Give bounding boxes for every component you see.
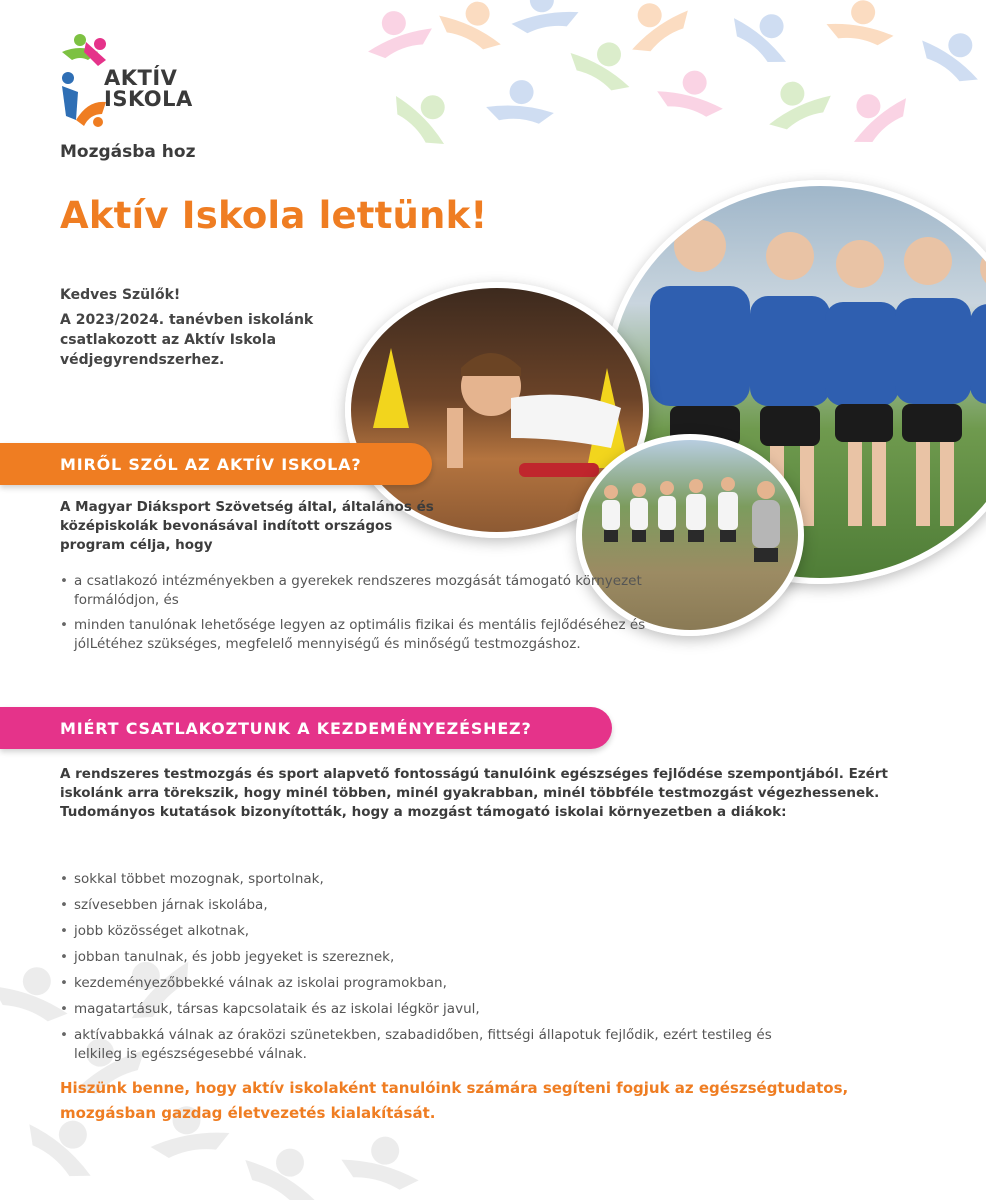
logo-text-line2: ISKOLA (104, 87, 193, 111)
section-heading-why-joined-text: MIÉRT CSATLAKOZTUNK A KEZDEMÉNYEZÉSHEZ? (60, 718, 532, 738)
section1-bullet-list (60, 572, 680, 660)
greeting: Kedves Szülők! (60, 287, 181, 303)
list-item: • a csatlakozó intézményekben a gyerekek rendszeres mozgását támogató környezet formálódjon, és (60, 572, 680, 610)
closing-statement: Hiszünk benne, hogy aktív iskolaként tanulóink számára segíteni fogjuk az egészségtudatos, mozgásban gazdag életvezetés kialakítását. (60, 1079, 849, 1122)
list-item: • jobb közösséget alkotnak, (60, 922, 820, 941)
list-item: • minden tanulónak lehetősége legyen az optimális fizikai és mentális fejlődéséhez és jólLétéhez szükséges, megfelelő mennyiségű és minőségű testmozgáshoz. (60, 616, 680, 654)
intro-paragraph: A 2023/2024. tanévben iskolánk csatlakozott az Aktív Iskola védjegyrendszerhez. (60, 312, 314, 368)
aktiv-iskola-logo (58, 30, 218, 140)
section2-bullet-list (60, 870, 820, 1071)
section-heading-what-is-text: MIRŐL SZÓL AZ AKTÍV ISKOLA? (60, 454, 362, 474)
list-item: • szívesebben járnak iskolába, (60, 896, 820, 915)
list-item: • jobban tanulnak, és jobb jegyeket is szereznek, (60, 948, 820, 967)
section1-lead: A Magyar Diáksport Szövetség által, általános és középiskolák bevonásával indított országos program célja, hogy (60, 499, 434, 553)
page-title: Aktív Iskola lettünk! (60, 194, 488, 237)
list-item: • sokkal többet mozognak, sportolnak, (60, 870, 820, 889)
section-heading-why-joined (0, 707, 612, 749)
section2-lead: A rendszeres testmozgás és sport alapvető fontosságú tanulóink egészséges fejlődése szempontjából. Ezért iskolánk arra törekszik, hogy minél többen, minél gyakrabban, minél többféle testmozgást végezhessenek. Tudományos kutatások bizonyították, hogy a mozgást támogató iskolai környezetben a diákok: (60, 766, 888, 820)
tagline: Mozgásba hoz (60, 142, 196, 162)
list-item: • kezdeményezőbbekké válnak az iskolai programokban, (60, 974, 820, 993)
list-item: • magatartásuk, társas kapcsolataik és az iskolai légkör javul, (60, 1000, 820, 1019)
logo-text-line1: AKTÍV (104, 66, 178, 90)
people-star-icon (58, 30, 108, 130)
list-item: • aktívabbakká válnak az óraközi szünetekben, szabadidőben, fittségi állapotuk fejlődik, ezért testileg és lelkileg is egészségesebbé válnak. (60, 1026, 820, 1064)
section-heading-what-is (0, 443, 432, 485)
